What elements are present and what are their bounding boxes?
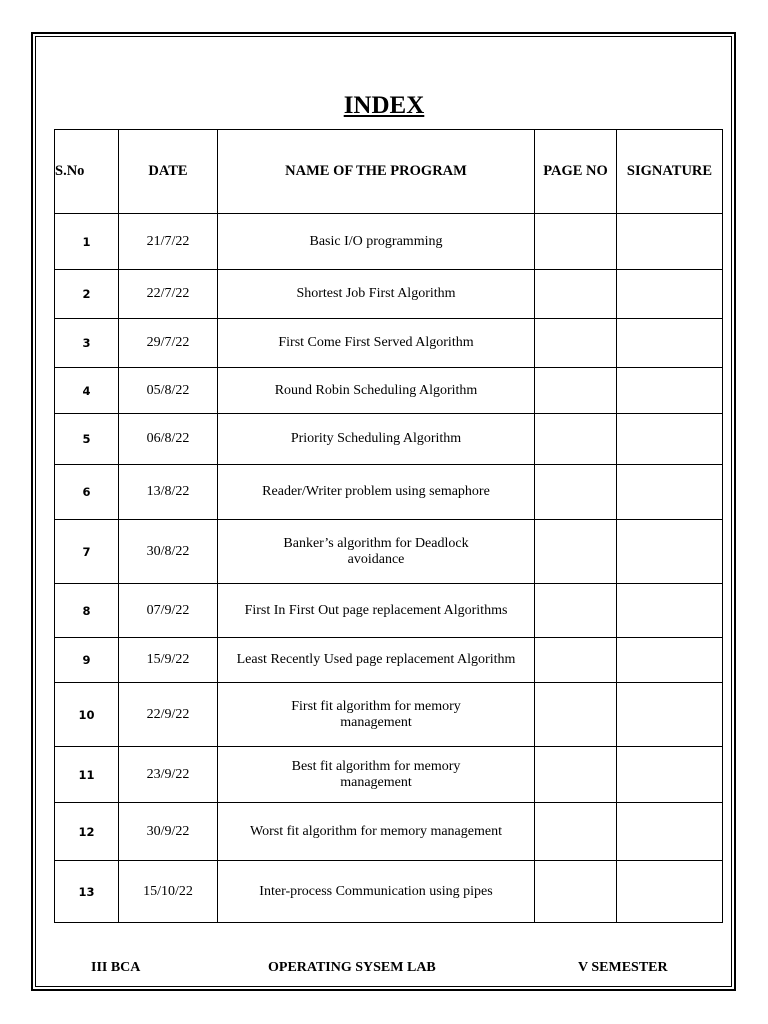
footer-semester: V SEMESTER bbox=[578, 960, 668, 975]
row-program-name-text: Banker’s algorithm for Deadlock avoidance bbox=[283, 535, 469, 567]
row-page-no bbox=[535, 584, 617, 638]
row-sno: 10 bbox=[55, 683, 119, 747]
table-row bbox=[55, 803, 723, 861]
row-program-name-text: First Come First Served Algorithm bbox=[278, 335, 474, 350]
row-date: 06/8/22 bbox=[119, 414, 218, 465]
row-signature bbox=[617, 803, 723, 861]
row-signature bbox=[617, 368, 723, 414]
row-program-name-text: Inter-process Communication using pipes bbox=[259, 883, 493, 899]
row-page-no bbox=[535, 368, 617, 414]
row-program-name-text: First In First Out page replacement Algorithms bbox=[244, 602, 508, 618]
table-row bbox=[55, 414, 723, 465]
row-page-no bbox=[535, 803, 617, 861]
row-program-name-text: Reader/Writer problem using semaphore bbox=[262, 484, 490, 499]
table-row bbox=[55, 368, 723, 414]
row-sno: 2 bbox=[55, 270, 119, 319]
row-program-name-text: First fit algorithm for memory management bbox=[291, 698, 461, 730]
row-program-name-text: Best fit algorithm for memory management bbox=[291, 758, 461, 790]
header-program-name: NAME OF THE PROGRAM bbox=[218, 130, 535, 214]
table-row bbox=[55, 861, 723, 923]
row-signature bbox=[617, 465, 723, 520]
row-signature bbox=[617, 414, 723, 465]
row-program-name bbox=[218, 584, 535, 638]
row-sno: 9 bbox=[55, 638, 119, 683]
row-page-no bbox=[535, 214, 617, 270]
row-signature bbox=[617, 270, 723, 319]
row-page-no bbox=[535, 683, 617, 747]
row-date: 07/9/22 bbox=[119, 584, 218, 638]
row-program-name bbox=[218, 683, 535, 747]
row-page-no bbox=[535, 465, 617, 520]
row-signature bbox=[617, 638, 723, 683]
row-sno: 12 bbox=[55, 803, 119, 861]
row-date: 29/7/22 bbox=[119, 319, 218, 368]
row-page-no bbox=[535, 414, 617, 465]
row-date: 30/9/22 bbox=[119, 803, 218, 861]
row-sno: 6 bbox=[55, 465, 119, 520]
row-sno: 1 bbox=[55, 214, 119, 270]
row-page-no bbox=[535, 747, 617, 803]
row-program-name bbox=[218, 638, 535, 683]
row-program-name-text: Basic I/O programming bbox=[309, 233, 443, 249]
row-page-no bbox=[535, 270, 617, 319]
row-sno: 4 bbox=[55, 368, 119, 414]
index-table bbox=[54, 129, 723, 923]
row-signature bbox=[617, 520, 723, 584]
row-program-name bbox=[218, 319, 535, 368]
row-sno: 8 bbox=[55, 584, 119, 638]
table-row bbox=[55, 319, 723, 368]
row-sno: 5 bbox=[55, 414, 119, 465]
row-sno: 3 bbox=[55, 319, 119, 368]
row-program-name-text: Worst fit algorithm for memory management bbox=[250, 823, 502, 839]
row-page-no bbox=[535, 319, 617, 368]
table-row bbox=[55, 638, 723, 683]
row-date: 15/9/22 bbox=[119, 638, 218, 683]
header-page-no: PAGE NO bbox=[535, 130, 617, 214]
table-row bbox=[55, 683, 723, 747]
row-date: 22/7/22 bbox=[119, 270, 218, 319]
row-date: 22/9/22 bbox=[119, 683, 218, 747]
table-row bbox=[55, 747, 723, 803]
footer-lab-name: OPERATING SYSEM LAB bbox=[268, 960, 436, 975]
row-sno: 11 bbox=[55, 747, 119, 803]
row-date: 05/8/22 bbox=[119, 368, 218, 414]
row-program-name bbox=[218, 414, 535, 465]
header-row bbox=[55, 130, 723, 214]
row-date: 23/9/22 bbox=[119, 747, 218, 803]
row-program-name bbox=[218, 803, 535, 861]
table-row bbox=[55, 214, 723, 270]
row-date: 21/7/22 bbox=[119, 214, 218, 270]
row-signature bbox=[617, 214, 723, 270]
table-row bbox=[55, 270, 723, 319]
footer-class: III BCA bbox=[91, 960, 141, 975]
row-program-name-text: Priority Scheduling Algorithm bbox=[290, 431, 462, 446]
row-program-name bbox=[218, 465, 535, 520]
row-program-name bbox=[218, 214, 535, 270]
header-sno: S.No bbox=[55, 130, 119, 214]
row-program-name bbox=[218, 747, 535, 803]
row-program-name bbox=[218, 861, 535, 923]
row-signature bbox=[617, 319, 723, 368]
page-title: INDEX bbox=[343, 92, 425, 119]
table-row bbox=[55, 520, 723, 584]
row-signature bbox=[617, 747, 723, 803]
row-sno: 13 bbox=[55, 861, 119, 923]
row-program-name-text: Round Robin Scheduling Algorithm bbox=[274, 382, 478, 398]
table-row bbox=[55, 465, 723, 520]
header-signature: SIGNATURE bbox=[617, 130, 723, 214]
row-page-no bbox=[535, 861, 617, 923]
row-signature bbox=[617, 861, 723, 923]
row-signature bbox=[617, 584, 723, 638]
row-program-name bbox=[218, 368, 535, 414]
header-date: DATE bbox=[119, 130, 218, 214]
table-row bbox=[55, 584, 723, 638]
row-signature bbox=[617, 683, 723, 747]
row-date: 15/10/22 bbox=[119, 861, 218, 923]
row-date: 30/8/22 bbox=[119, 520, 218, 584]
row-date: 13/8/22 bbox=[119, 465, 218, 520]
row-page-no bbox=[535, 520, 617, 584]
row-sno: 7 bbox=[55, 520, 119, 584]
row-program-name bbox=[218, 520, 535, 584]
row-program-name bbox=[218, 270, 535, 319]
row-program-name-text: Shortest Job First Algorithm bbox=[296, 286, 456, 301]
row-page-no bbox=[535, 638, 617, 683]
row-program-name-text: Least Recently Used page replacement Algorithm bbox=[236, 652, 516, 667]
